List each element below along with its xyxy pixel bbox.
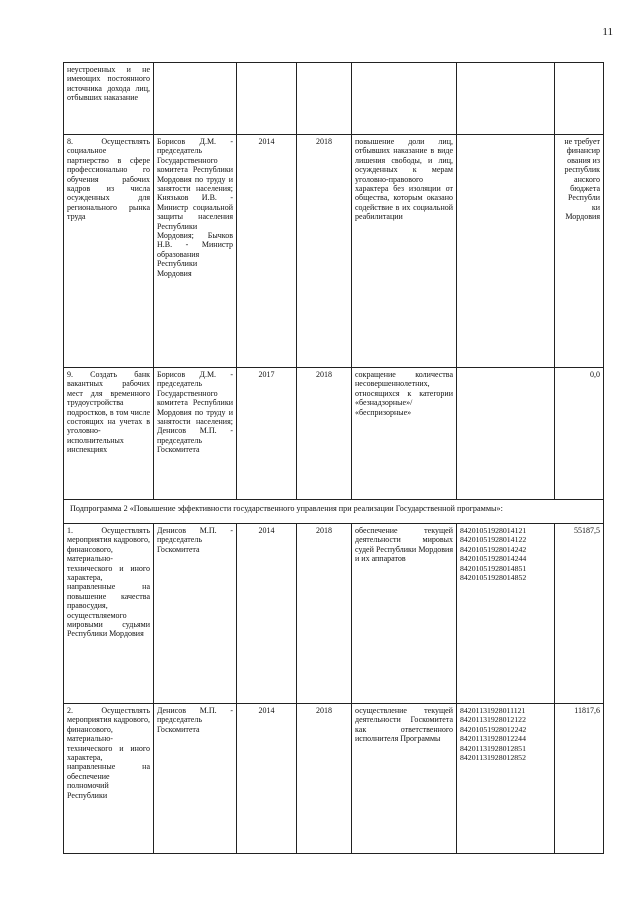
executor-cell: Борисов Д.М. - председатель Государственного комитета Республики Мордовия по труду и занятости населения; Денисов М.П. - председатель Госкомитета [154,368,237,500]
end-year-cell [297,63,352,135]
start-year-cell [237,63,297,135]
executor-cell: Денисов М.П. - председатель Госкомитета [154,704,237,854]
budget-code: 84201051928014242 [460,544,527,554]
budget-code: 84201131928012852 [460,753,526,763]
table-row [64,524,604,704]
budget-code: 84201051928012242 [460,724,527,734]
budget-code: 84201051928014244 [460,554,527,564]
start-year-cell: 2014 [237,135,297,368]
funding-cell: 55187,5 [555,524,604,704]
funding-cell: 0,0 [555,368,604,500]
executor-cell: Денисов М.П. - председатель Госкомитета [154,524,237,704]
budget-code: 84201051928014852 [460,573,527,583]
budget-code: 84201051928014121 [460,526,527,535]
table-row [64,368,604,500]
measure-cell: 1. Осуществлять мероприятия кадрового, финансового, материально-технического и иного характера, направленные на повышение качества правосудия, осуществляемого мировыми судьями Республики Мордовия [64,524,154,704]
table-row [64,135,604,368]
measure-cell: неустроенных и не имеющих постоянного источника дохода лиц, отбывших наказание [64,63,154,135]
end-year-cell: 2018 [297,368,352,500]
measure-cell: 9. Создать банк вакантных рабочих мест для временного трудоустройства подростков, в том числе состоящих на учетах в уголовно-исполнительных инспекциях [64,368,154,500]
program-table [63,62,604,854]
budget-code: 84201051928014122 [460,535,527,545]
page-number: 11 [602,26,613,38]
budget-code-cell [457,704,555,854]
start-year-cell: 2014 [237,704,297,854]
funding-cell [555,63,604,135]
start-year-cell: 2017 [237,368,297,500]
result-cell [352,63,457,135]
result-cell: сокращение количества несовершеннолетних, относящихся к категории «безнадзорные»/ «беспризорные» [352,368,457,500]
subprogram-title: Подпрограмма 2 «Повышение эффективности государственного управления при реализации Государственной программы»: [64,500,604,524]
funding-cell: 11817,6 [555,704,604,854]
budget-code: 84201131928011121 [460,706,526,715]
subprogram-row [64,500,604,524]
budget-code-cell [457,524,555,704]
budget-code-cell [457,368,555,500]
end-year-cell: 2018 [297,704,352,854]
budget-code-cell [457,63,555,135]
executor-cell: Борисов Д.М. - председатель Государственного комитета Республики Мордовия по труду и занятости населения; Князьков И.В. - Министр социальной защиты населения Республики Мордовия; Бычков Н.В. - Министр образования Республики Мордовия [154,135,237,368]
funding-cell: не требует финансир ования из республик анского бюджета Республи ки Мордовия [555,135,604,368]
result-cell: осуществление текущей деятельности Госкомитета как ответственного исполнителя Программы [352,704,457,854]
start-year-cell: 2014 [237,524,297,704]
budget-code: 84201051928014851 [460,563,527,573]
executor-cell [154,63,237,135]
result-cell: повышение доли лиц, отбывших наказание в виде лишения свободы, и лиц, осужденных к мерам уголовно-правового характера без изоляции от общества, которым оказано содействие в их социальной реабилитации [352,135,457,368]
measure-cell: 8. Осуществлять социальное партнерство в сфере профессионально го обучения рабочих кадров из числа осужденных для регионального рынка труда [64,135,154,368]
table-row [64,63,604,135]
measure-cell: 2. Осуществлять мероприятия кадрового, финансового, материально-технического и иного характера, направленные на обеспечение полномочий Республики [64,704,154,854]
result-cell: обеспечение текущей деятельности мировых судей Республики Мордовия и их аппаратов [352,524,457,704]
end-year-cell: 2018 [297,135,352,368]
budget-code: 84201131928012851 [460,743,526,753]
budget-code: 84201131928012244 [460,734,526,744]
budget-code: 84201131928012122 [460,715,526,725]
budget-code-cell [457,135,555,368]
table-row [64,704,604,854]
end-year-cell: 2018 [297,524,352,704]
